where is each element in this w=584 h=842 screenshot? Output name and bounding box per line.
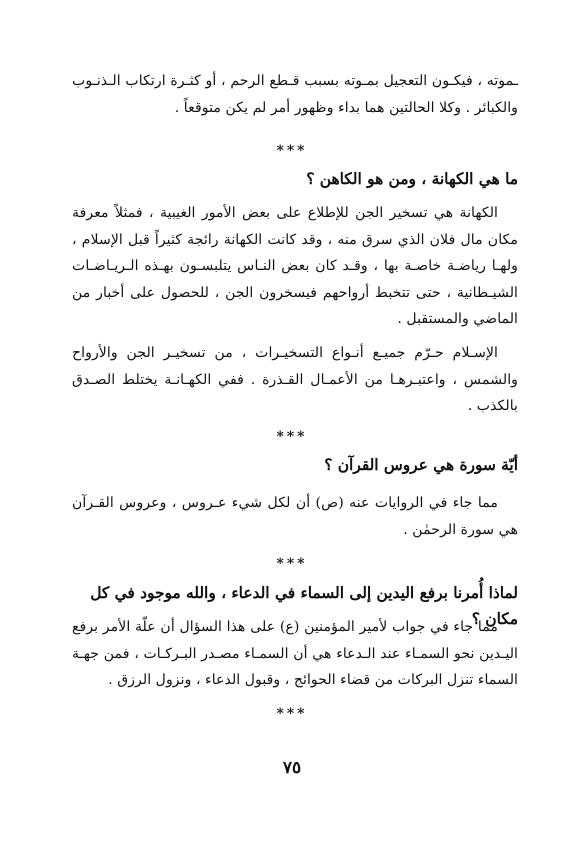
paragraph-kahana-definition: الكهانة هي تسخير الجن للإطلاع على بعض الأمور الغيبية ، فمثلاً معرفة مكان مال فلان الذي سرق منه ، وقد كانت الكهانة رائجة كثيراً قبل الإسلام ، ولهـا رياضـة خاصـة بها ، وقـد كان بعض النـاس يتلبسـون بهـذه الـريـاضـات الشيـطانية ، حتى تتخبط أرواحهم فيسخرون الجن ، للحصول على أخبار من الماضي والمستقبل . xyxy=(72,205,518,327)
section-quran-bride xyxy=(72,452,518,478)
paragraph-raising-hands: مما جاء في جواب لأمير المؤمنين (ع) على هذا السؤال أن علّة الأمر برفع اليـدين نحو السمـاء عند الـدعاء هي أن السمـاء مصـدر البـركـات ، فمن جهـة السماء تنزل البركات من قضاء الحوائج ، وقبول الدعاء ، ونزول الرزق . xyxy=(72,619,518,688)
section-kahana xyxy=(72,166,518,192)
section-divider-1: *** xyxy=(276,143,308,159)
section-divider-4: *** xyxy=(276,706,308,722)
section-heading-kahana: ما هي الكهانة ، ومن هو الكاهن ؟ xyxy=(306,170,518,188)
page-number: ٧٥ xyxy=(282,758,302,778)
section-divider-2: *** xyxy=(276,429,308,445)
section-kahana-body-1 xyxy=(72,200,518,333)
section-divider-3: *** xyxy=(276,556,308,572)
section-kahana-body-2 xyxy=(72,340,518,420)
section-raising-hands-body xyxy=(72,614,518,694)
intro-paragraph: ـموته ، فيكـون التعجيل بمـوته بسبب قـطع الرحم ، أو كثـرة ارتكاب الـذنـوب والكبائر . وكلا الحالتين هما بداء وظهور أمر لم يكن متوقعاً . xyxy=(72,73,518,116)
intro-paragraph-block xyxy=(72,68,518,121)
paragraph-kahana-prohibition: الإسـلام حـرّم جميـع أنـواع التسخيـرات ، من تسخيـر الجن والأرواح والشمس ، واعتبـرهـا من الأعمـال القـذرة . ففي الكهـانـة يختلط الصـدق بالكذب . xyxy=(72,345,518,414)
section-quran-bride-body xyxy=(72,490,518,543)
section-heading-raising-hands: لماذا أُمرنا برفع اليدين إلى السماء في الدعاء ، والله موجود في كل مكان ؟ xyxy=(90,584,518,628)
paragraph-quran-bride: مما جاء في الروايات عنه (ص) أن لكل شيء عـروس ، وعروس القـرآن هي سورة الرحمٰن . xyxy=(72,495,518,538)
section-heading-quran-bride: أيّة سورة هي عروس القرآن ؟ xyxy=(324,456,518,474)
